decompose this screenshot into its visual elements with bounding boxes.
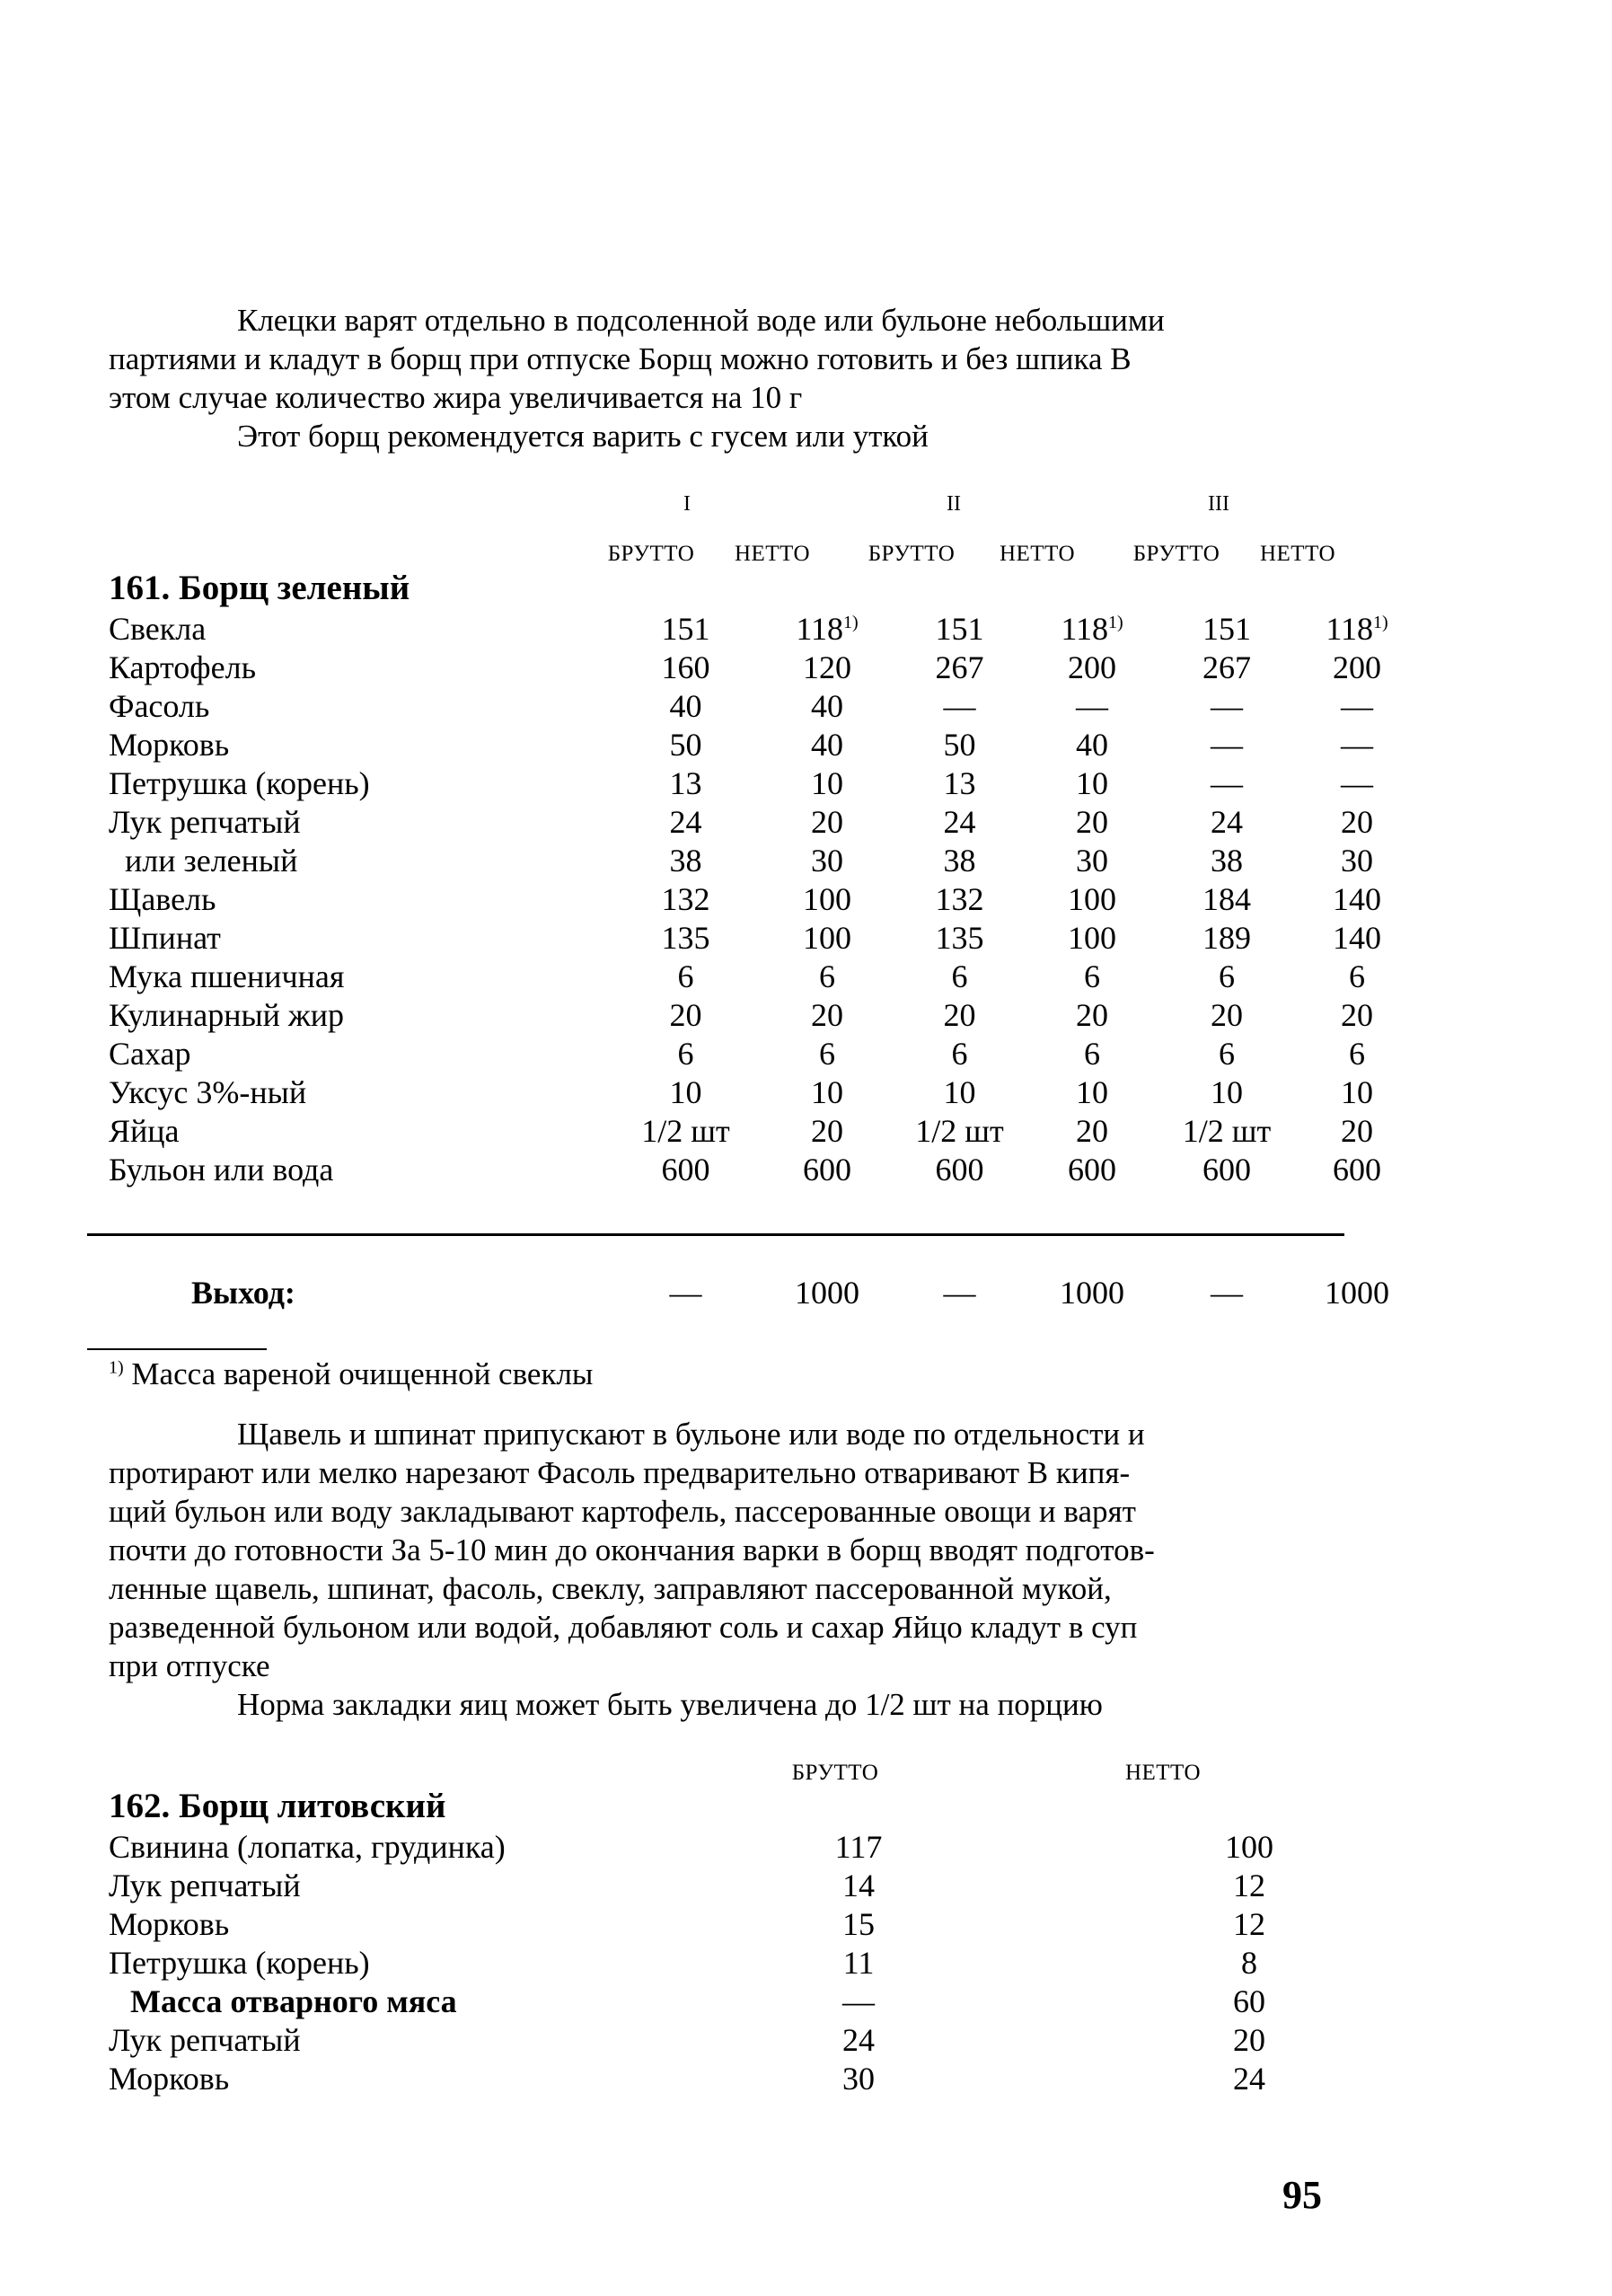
ingredient-value — [1025, 726, 1159, 764]
value-text: 100 — [803, 881, 851, 917]
intro-line-2: партиями и кладут в борщ при отпуске Борщ можно готовить и без шпика В — [109, 341, 1132, 376]
value-text: 20 — [1076, 997, 1108, 1033]
value-text: 10 — [943, 1074, 976, 1110]
ingredient-row — [109, 958, 1420, 996]
ingredient-row — [109, 649, 1420, 687]
ingredient-value — [1025, 610, 1159, 649]
value-text: 24 — [943, 804, 976, 840]
value-text: 6 — [819, 1036, 835, 1072]
value-text: 30 — [811, 843, 843, 879]
value-text: 1/2 шт — [915, 1113, 1004, 1149]
ingredient-value — [1294, 880, 1420, 919]
recipe-161-table — [109, 610, 1420, 1189]
value-text: 6 — [1219, 958, 1235, 994]
ingredient-name: Шпинат — [109, 920, 221, 956]
ingredient-name: Фасоль — [109, 688, 210, 724]
value-text: 600 — [1068, 1152, 1116, 1188]
spacer-cell — [944, 2021, 1159, 2060]
value-text: — — [1211, 727, 1243, 763]
ingredient-value — [1294, 687, 1420, 726]
value-text: 267 — [935, 649, 984, 685]
ingredient-value — [1025, 1151, 1159, 1189]
ingredient-value — [1159, 958, 1294, 996]
value-text: 13 — [943, 765, 976, 801]
ingredient-value — [612, 996, 760, 1035]
ingredient-name: Масса отварного мяса — [130, 1983, 457, 2019]
ingredient-name: Свинина (лопатка, грудинка) — [109, 1829, 506, 1865]
ingredient-name: Сахар — [109, 1036, 191, 1072]
intro-line-1: Клецки варят отдельно в подсоленной воде или бульоне небольшими — [237, 303, 1165, 338]
brutto-value: — — [842, 1983, 875, 2019]
ingredient-row — [109, 1828, 1339, 1867]
ingredient-value — [894, 919, 1025, 958]
ingredient-row — [109, 1035, 1420, 1073]
recipe-162-title: 162. Борщ литовский — [109, 1787, 446, 1825]
ingredient-name: Петрушка (корень) — [109, 765, 370, 801]
ingredient-value — [612, 1073, 760, 1112]
ingredient-name: Картофель — [109, 649, 256, 685]
value-text: 140 — [1333, 920, 1381, 956]
output-value: — — [669, 1275, 702, 1311]
output-label: Выход: — [191, 1275, 295, 1311]
value-text: 13 — [669, 765, 702, 801]
value-text: 30 — [1341, 843, 1373, 879]
table-bottom-rule — [87, 1233, 1344, 1236]
netto-value: 24 — [1233, 2061, 1265, 2097]
instructions-paragraph — [109, 1415, 1330, 1724]
value-text: 24 — [1211, 804, 1243, 840]
ingredient-value — [1159, 610, 1294, 649]
netto-value: 20 — [1233, 2022, 1265, 2058]
footnote-rule — [87, 1348, 267, 1350]
value-text: 200 — [1333, 649, 1381, 685]
ingredient-row — [109, 803, 1420, 842]
ingredient-name: Морковь — [109, 1906, 230, 1942]
ingredient-value — [612, 880, 760, 919]
ingredient-row — [109, 842, 1420, 880]
value-text: 200 — [1068, 649, 1116, 685]
ingredient-value — [612, 958, 760, 996]
ingredient-value — [894, 996, 1025, 1035]
ingredient-name: Бульон или вода — [109, 1152, 334, 1188]
ingredient-value — [760, 919, 894, 958]
ingredient-value — [1159, 842, 1294, 880]
value-text: 132 — [661, 881, 710, 917]
ingredient-value — [1294, 1073, 1420, 1112]
ingredient-value — [1025, 880, 1159, 919]
footnote-mark: 1) — [109, 1357, 124, 1378]
value-text: 10 — [811, 765, 843, 801]
ingredient-row — [109, 919, 1420, 958]
ingredient-value — [760, 649, 894, 687]
recipe-161-output — [109, 1274, 1420, 1312]
ingredient-name: Петрушка (корень) — [109, 1945, 370, 1981]
ingredient-value — [894, 958, 1025, 996]
value-text: 10 — [1211, 1074, 1243, 1110]
ingredient-value — [894, 1151, 1025, 1189]
ingredient-value — [612, 649, 760, 687]
netto-value: 8 — [1241, 1945, 1257, 1981]
ingredient-value — [894, 1035, 1025, 1073]
ingredient-value — [612, 1112, 760, 1151]
instr-line-2: протирают или мелко нарезают Фасоль предварительно отваривают В кипя- — [109, 1455, 1131, 1490]
brutto-value: 15 — [842, 1906, 875, 1942]
value-text: 10 — [1076, 1074, 1108, 1110]
instr-line-4: почти до готовности За 5-10 мин до окончания варки в борщ вводят подготов- — [109, 1532, 1155, 1567]
ingredient-row — [109, 1151, 1420, 1189]
output-value: 1000 — [1325, 1275, 1389, 1311]
ingredient-value — [894, 842, 1025, 880]
value-text: 118 — [1061, 611, 1108, 647]
ingredient-value — [612, 764, 760, 803]
header-netto-3: НЕТТО — [1259, 542, 1336, 566]
ingredient-value — [894, 1112, 1025, 1151]
value-text: 20 — [811, 1113, 843, 1149]
ingredient-value — [894, 880, 1025, 919]
instr-line-8: Норма закладки яиц может быть увеличена до 1/2 шт на порцию — [237, 1687, 1103, 1722]
value-text: 10 — [669, 1074, 702, 1110]
ingredient-row — [109, 880, 1420, 919]
value-text: — — [1341, 765, 1373, 801]
value-text: 100 — [1068, 920, 1116, 956]
instr-line-5: ленные щавель, шпинат, фасоль, свеклу, заправляют пассерованной мукой, — [109, 1571, 1112, 1606]
footnote — [109, 1356, 593, 1392]
ingredient-value — [1294, 958, 1420, 996]
value-text: 6 — [819, 958, 835, 994]
header-brutto-1: БРУТТО — [607, 542, 695, 566]
value-text: — — [1211, 765, 1243, 801]
ingredient-value — [760, 1112, 894, 1151]
ingredient-row — [109, 996, 1420, 1035]
value-text: 1/2 шт — [1182, 1113, 1272, 1149]
ingredient-value — [760, 726, 894, 764]
ingredient-row — [109, 1944, 1339, 1983]
ingredient-row — [109, 1112, 1420, 1151]
value-text: 600 — [1333, 1152, 1381, 1188]
value-text: 38 — [943, 843, 976, 879]
ingredient-value — [1294, 919, 1420, 958]
value-text: 40 — [669, 688, 702, 724]
ingredient-name: Уксус 3%-ный — [109, 1074, 307, 1110]
value-text: 600 — [935, 1152, 984, 1188]
instr-line-7: при отпуске — [109, 1648, 270, 1683]
ingredient-value — [612, 610, 760, 649]
ingredient-value — [1159, 726, 1294, 764]
value-text: 50 — [669, 727, 702, 763]
ingredient-value — [612, 1151, 760, 1189]
ingredient-value — [1294, 996, 1420, 1035]
intro-line-3: этом случае количество жира увеличивается на 10 г — [109, 380, 803, 415]
ingredient-value — [1025, 842, 1159, 880]
value-text: 20 — [1211, 997, 1243, 1033]
ingredient-value — [760, 610, 894, 649]
ingredient-value — [1294, 1035, 1420, 1073]
ingredient-value — [1159, 1151, 1294, 1189]
instr-line-6: разведенной бульоном или водой, добавляют соль и сахар Яйцо кладут в суп — [109, 1610, 1138, 1645]
ingredient-name: Морковь — [109, 2061, 230, 2097]
instr-line-1: Щавель и шпинат припускают в бульоне или воде по отдельности и — [237, 1417, 1145, 1452]
ingredient-value — [1159, 649, 1294, 687]
ingredient-value — [894, 1073, 1025, 1112]
ingredient-name: Кулинарный жир — [109, 997, 345, 1033]
recipe-162-table — [109, 1828, 1339, 2098]
value-text: 6 — [1084, 958, 1100, 994]
value-text: 30 — [1076, 843, 1108, 879]
footnote-mark: 1) — [1373, 613, 1388, 632]
ingredient-value — [1159, 880, 1294, 919]
ingredient-value — [1025, 1035, 1159, 1073]
value-text: 40 — [1076, 727, 1108, 763]
value-text: 118 — [1326, 611, 1373, 647]
footnote-mark: 1) — [1108, 613, 1123, 632]
value-text: 20 — [1341, 804, 1373, 840]
ingredient-value — [1159, 803, 1294, 842]
ingredient-value — [1159, 687, 1294, 726]
value-text: 6 — [677, 1036, 694, 1072]
value-text: 6 — [951, 958, 968, 994]
value-text: 151 — [935, 611, 984, 647]
ingredient-value — [1025, 1112, 1159, 1151]
ingredient-value — [1025, 1073, 1159, 1112]
ingredient-value — [760, 687, 894, 726]
ingredient-value — [760, 1073, 894, 1112]
value-text: 151 — [1202, 611, 1251, 647]
ingredient-name: Свекла — [109, 611, 207, 647]
ingredient-value — [894, 687, 1025, 726]
brutto-value: 117 — [834, 1829, 883, 1865]
netto-value: 60 — [1233, 1983, 1265, 2019]
netto-value: 12 — [1233, 1868, 1265, 1903]
ingredient-value — [1294, 764, 1420, 803]
ingredient-value — [612, 726, 760, 764]
value-text: 151 — [661, 611, 710, 647]
value-text: 6 — [951, 1036, 968, 1072]
ingredient-value — [760, 842, 894, 880]
ingredient-value — [760, 764, 894, 803]
value-text: 50 — [943, 727, 976, 763]
ingredient-name: Лук репчатый — [109, 1868, 301, 1903]
output-value: 1000 — [795, 1275, 859, 1311]
spacer-cell — [944, 1944, 1159, 1983]
output-value: 1000 — [1060, 1275, 1124, 1311]
value-text: 10 — [811, 1074, 843, 1110]
ingredient-value — [1159, 919, 1294, 958]
ingredient-name: или зеленый — [109, 843, 298, 879]
ingredient-value — [1294, 610, 1420, 649]
value-text: 10 — [1076, 765, 1108, 801]
intro-line-4: Этот борщ рекомендуется варить с гусем или уткой — [237, 419, 929, 454]
value-text: 6 — [1084, 1036, 1100, 1072]
ingredient-value — [1025, 649, 1159, 687]
output-value: — — [943, 1275, 976, 1311]
ingredient-value — [1294, 1112, 1420, 1151]
instr-line-3: щий бульон или воду закладывают картофель, пассерованные овощи и варят — [109, 1494, 1136, 1529]
ingredient-value — [894, 764, 1025, 803]
netto-value: 12 — [1233, 1906, 1265, 1942]
recipe-161-title: 161. Борщ зеленый — [109, 569, 410, 607]
ingredient-value — [1294, 842, 1420, 880]
value-text: 135 — [661, 920, 710, 956]
column-group-ii: II — [947, 492, 961, 516]
intro-paragraph — [109, 301, 1330, 455]
ingredient-row — [109, 687, 1420, 726]
ingredient-row — [109, 1073, 1420, 1112]
ingredient-value — [1294, 803, 1420, 842]
value-text: — — [1211, 688, 1243, 724]
brutto-value: 30 — [842, 2061, 875, 2097]
ingredient-value — [894, 649, 1025, 687]
ingredient-row — [109, 764, 1420, 803]
value-text: 20 — [811, 997, 843, 1033]
ingredient-name: Мука пшеничная — [109, 958, 345, 994]
value-text: 100 — [803, 920, 851, 956]
value-text: — — [1341, 688, 1373, 724]
ingredient-value — [612, 803, 760, 842]
value-text: 20 — [1076, 1113, 1108, 1149]
spacer-cell — [944, 1905, 1159, 1944]
value-text: 20 — [1341, 997, 1373, 1033]
ingredient-value — [760, 1035, 894, 1073]
spacer-cell — [944, 1867, 1159, 1905]
brutto-value: 11 — [842, 1945, 875, 1981]
header-brutto-162: БРУТТО — [791, 1761, 879, 1785]
header-netto-1: НЕТТО — [734, 542, 811, 566]
ingredient-value — [612, 687, 760, 726]
ingredient-row — [109, 2021, 1339, 2060]
value-text: 20 — [1341, 1113, 1373, 1149]
value-text: 24 — [669, 804, 702, 840]
spacer-cell — [944, 1983, 1159, 2021]
ingredient-value — [760, 996, 894, 1035]
value-text: 267 — [1202, 649, 1251, 685]
brutto-value: 14 — [842, 1868, 875, 1903]
ingredient-value — [760, 803, 894, 842]
ingredient-value — [1025, 803, 1159, 842]
header-brutto-2: БРУТТО — [868, 542, 956, 566]
header-netto-162: НЕТТО — [1124, 1761, 1202, 1785]
ingredient-name: Лук репчатый — [109, 2022, 301, 2058]
value-text: — — [1076, 688, 1108, 724]
value-text: 600 — [1202, 1152, 1251, 1188]
value-text: 38 — [1211, 843, 1243, 879]
column-group-i: I — [683, 492, 691, 516]
ingredient-value — [1025, 958, 1159, 996]
ingredient-value — [1294, 649, 1420, 687]
value-text: 6 — [677, 958, 694, 994]
value-text: 20 — [1076, 804, 1108, 840]
ingredient-value — [894, 726, 1025, 764]
ingredient-row — [109, 726, 1420, 764]
value-text: 20 — [669, 997, 702, 1033]
value-text: 1/2 шт — [641, 1113, 730, 1149]
value-text: 40 — [811, 727, 843, 763]
ingredient-value — [612, 919, 760, 958]
spacer-cell — [944, 2060, 1159, 2098]
ingredient-name: Яйца — [109, 1113, 180, 1149]
value-text: 6 — [1219, 1036, 1235, 1072]
value-text: 20 — [943, 997, 976, 1033]
ingredient-name: Щавель — [109, 881, 216, 917]
page-number: 95 — [1282, 2173, 1322, 2217]
ingredient-value — [1159, 764, 1294, 803]
ingredient-value — [1025, 996, 1159, 1035]
ingredient-value — [1159, 1073, 1294, 1112]
value-text: 132 — [935, 881, 984, 917]
value-text: — — [943, 688, 976, 724]
footnote-text: Масса вареной очищенной свеклы — [131, 1356, 594, 1391]
value-text: 600 — [803, 1152, 851, 1188]
ingredient-value — [1159, 996, 1294, 1035]
ingredient-value — [612, 1035, 760, 1073]
ingredient-value — [1025, 687, 1159, 726]
value-text: 160 — [661, 649, 710, 685]
column-group-iii: III — [1208, 492, 1229, 516]
spacer-cell — [944, 1828, 1159, 1867]
ingredient-row — [109, 1983, 1339, 2021]
value-text: 184 — [1202, 881, 1251, 917]
value-text: 6 — [1349, 1036, 1365, 1072]
ingredient-name: Морковь — [109, 727, 230, 763]
ingredient-value — [1159, 1112, 1294, 1151]
ingredient-value — [1159, 1035, 1294, 1073]
ingredient-value — [1294, 726, 1420, 764]
value-text: 600 — [661, 1152, 710, 1188]
header-netto-2: НЕТТО — [999, 542, 1076, 566]
ingredient-value — [612, 842, 760, 880]
output-value: — — [1211, 1275, 1243, 1311]
value-text: 100 — [1068, 881, 1116, 917]
value-text: 10 — [1341, 1074, 1373, 1110]
header-brutto-3: БРУТТО — [1132, 542, 1220, 566]
ingredient-row — [109, 1905, 1339, 1944]
value-text: 38 — [669, 843, 702, 879]
ingredient-value — [1025, 764, 1159, 803]
ingredient-row — [109, 1867, 1339, 1905]
ingredient-value — [894, 610, 1025, 649]
value-text: 20 — [811, 804, 843, 840]
footnote-mark: 1) — [843, 613, 859, 632]
value-text: 189 — [1202, 920, 1251, 956]
ingredient-row — [109, 2060, 1339, 2098]
value-text: 135 — [935, 920, 984, 956]
value-text: 120 — [803, 649, 851, 685]
value-text: — — [1341, 727, 1373, 763]
ingredient-value — [760, 880, 894, 919]
ingredient-value — [894, 803, 1025, 842]
output-row — [109, 1274, 1420, 1312]
netto-value: 100 — [1225, 1829, 1273, 1865]
ingredient-value — [760, 1151, 894, 1189]
ingredient-row — [109, 610, 1420, 649]
brutto-value: 24 — [842, 2022, 875, 2058]
value-text: 6 — [1349, 958, 1365, 994]
ingredient-name: Лук репчатый — [109, 804, 301, 840]
ingredient-value — [760, 958, 894, 996]
value-text: 118 — [796, 611, 843, 647]
ingredient-value — [1025, 919, 1159, 958]
value-text: 40 — [811, 688, 843, 724]
ingredient-value — [1294, 1151, 1420, 1189]
value-text: 140 — [1333, 881, 1381, 917]
